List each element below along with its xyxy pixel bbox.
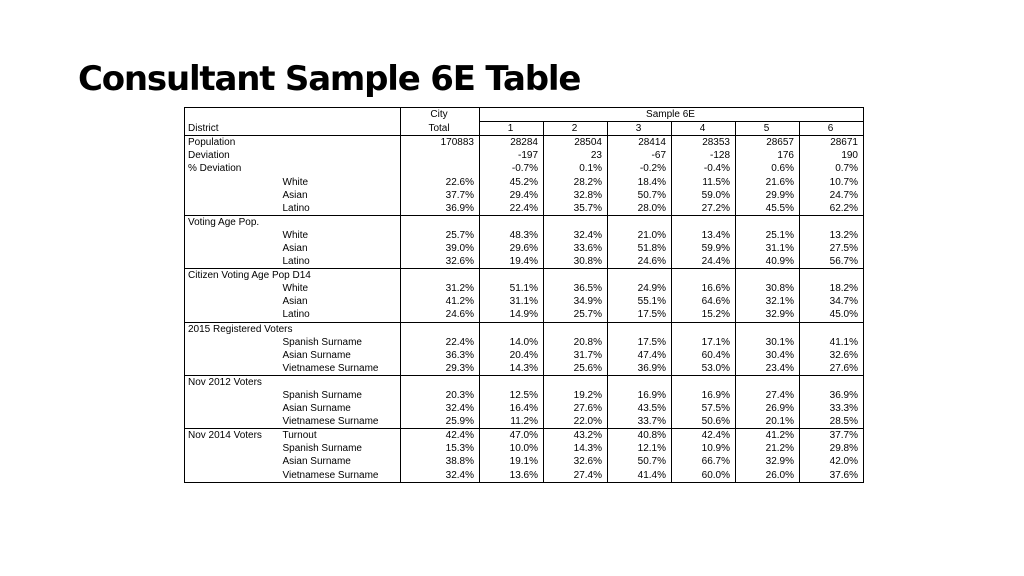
district-6-cell: 34.7% bbox=[800, 295, 864, 308]
district-5-cell: 21.6% bbox=[736, 175, 800, 188]
district-6-cell: 56.7% bbox=[800, 255, 864, 269]
district-1-cell: 45.2% bbox=[480, 175, 544, 188]
header-row-top bbox=[185, 108, 864, 122]
row-sublabel: Asian Surname bbox=[282, 456, 351, 468]
district-5-cell: 32.9% bbox=[736, 308, 800, 322]
table-row bbox=[185, 175, 864, 188]
district-5-cell: 29.9% bbox=[736, 189, 800, 202]
empty-cell bbox=[672, 375, 736, 389]
header-sample: Sample 6E bbox=[480, 108, 864, 122]
section-heading: 2015 Registered Voters bbox=[185, 322, 401, 336]
table-row bbox=[185, 336, 864, 349]
row-label bbox=[185, 229, 280, 242]
header-city-top: City bbox=[401, 108, 480, 122]
district-1-cell: -0.7% bbox=[480, 162, 544, 175]
district-1-cell: 51.1% bbox=[480, 282, 544, 295]
empty-cell bbox=[401, 215, 480, 229]
district-4-cell: 10.9% bbox=[672, 442, 736, 455]
row-sublabel: Asian bbox=[282, 189, 308, 201]
section-heading-row bbox=[185, 215, 864, 229]
district-5-cell: 30.8% bbox=[736, 282, 800, 295]
empty-cell bbox=[544, 375, 608, 389]
district-4-cell: 17.1% bbox=[672, 336, 736, 349]
district-1-cell: -197 bbox=[480, 149, 544, 162]
row-sublabel: Spanish Surname bbox=[282, 443, 362, 455]
city-total-cell: 36.9% bbox=[401, 202, 480, 216]
empty-cell bbox=[401, 269, 480, 283]
empty-cell bbox=[480, 269, 544, 283]
district-1-cell: 20.4% bbox=[480, 349, 544, 362]
empty-cell bbox=[736, 269, 800, 283]
district-4-cell: 16.9% bbox=[672, 389, 736, 402]
district-2-cell: 32.8% bbox=[544, 189, 608, 202]
city-total-cell: 32.4% bbox=[401, 402, 480, 415]
district-4-cell: 27.2% bbox=[672, 202, 736, 216]
district-2-cell: 43.2% bbox=[544, 429, 608, 443]
district-6-cell: 28671 bbox=[800, 136, 864, 150]
district-2-cell: 20.8% bbox=[544, 336, 608, 349]
district-6-cell: 37.7% bbox=[800, 429, 864, 443]
district-2-cell: 34.9% bbox=[544, 295, 608, 308]
district-2-cell: 25.6% bbox=[544, 362, 608, 376]
header-blank bbox=[185, 108, 401, 122]
table-row bbox=[185, 415, 864, 429]
row-label bbox=[185, 442, 280, 455]
empty-cell bbox=[736, 215, 800, 229]
district-2-cell: 14.3% bbox=[544, 442, 608, 455]
header-district-3: 3 bbox=[608, 122, 672, 136]
row-label bbox=[185, 389, 280, 402]
district-4-cell: 42.4% bbox=[672, 429, 736, 443]
district-5-cell: 30.4% bbox=[736, 349, 800, 362]
city-total-cell: 24.6% bbox=[401, 308, 480, 322]
row-sublabel: Turnout bbox=[280, 429, 401, 443]
row-sublabel: Spanish Surname bbox=[282, 390, 362, 402]
row-sublabel: White bbox=[282, 176, 309, 188]
district-1-cell: 29.4% bbox=[480, 189, 544, 202]
empty-cell bbox=[736, 375, 800, 389]
city-total-cell: 37.7% bbox=[401, 189, 480, 202]
district-3-cell: 55.1% bbox=[608, 295, 672, 308]
empty-cell bbox=[480, 322, 544, 336]
city-total-cell: 25.9% bbox=[401, 415, 480, 429]
district-5-cell: 28657 bbox=[736, 136, 800, 150]
section-heading-row bbox=[185, 375, 864, 389]
city-total-cell: 29.3% bbox=[401, 362, 480, 376]
city-total-cell: 41.2% bbox=[401, 295, 480, 308]
row-sublabel: Vietnamese Surname bbox=[282, 362, 379, 374]
district-2-cell: 27.4% bbox=[544, 469, 608, 483]
empty-cell bbox=[480, 375, 544, 389]
district-4-cell: 66.7% bbox=[672, 455, 736, 468]
row-label bbox=[185, 282, 280, 295]
city-total-cell: 20.3% bbox=[401, 389, 480, 402]
district-5-cell: 21.2% bbox=[736, 442, 800, 455]
district-1-cell: 31.1% bbox=[480, 295, 544, 308]
district-6-cell: 32.6% bbox=[800, 349, 864, 362]
district-2-cell: 32.4% bbox=[544, 229, 608, 242]
row-sublabel: Vietnamese Surname bbox=[282, 416, 379, 428]
district-3-cell: 41.4% bbox=[608, 469, 672, 483]
empty-cell bbox=[608, 375, 672, 389]
district-4-cell: 28353 bbox=[672, 136, 736, 150]
city-total-cell: 25.7% bbox=[401, 229, 480, 242]
district-1-cell: 14.9% bbox=[480, 308, 544, 322]
row-sublabel: Asian bbox=[282, 296, 308, 308]
district-3-cell: 51.8% bbox=[608, 242, 672, 255]
row-sublabel: White bbox=[282, 283, 309, 295]
header-district-1: 1 bbox=[480, 122, 544, 136]
city-total-cell: 39.0% bbox=[401, 242, 480, 255]
district-1-cell: 11.2% bbox=[480, 415, 544, 429]
district-5-cell: 30.1% bbox=[736, 336, 800, 349]
row-label bbox=[185, 362, 280, 376]
district-6-cell: 18.2% bbox=[800, 282, 864, 295]
district-3-cell: 50.7% bbox=[608, 455, 672, 468]
district-2-cell: 36.5% bbox=[544, 282, 608, 295]
city-total-cell: 32.4% bbox=[401, 469, 480, 483]
empty-cell bbox=[800, 269, 864, 283]
district-2-cell: 33.6% bbox=[544, 242, 608, 255]
city-total-cell: 170883 bbox=[401, 136, 480, 150]
district-3-cell: 33.7% bbox=[608, 415, 672, 429]
row-sublabel: White bbox=[282, 229, 309, 241]
district-4-cell: 15.2% bbox=[672, 308, 736, 322]
district-4-cell: -128 bbox=[672, 149, 736, 162]
city-total-cell bbox=[401, 162, 480, 175]
district-6-cell: 33.3% bbox=[800, 402, 864, 415]
district-1-cell: 47.0% bbox=[480, 429, 544, 443]
city-total-cell: 22.6% bbox=[401, 175, 480, 188]
row-sublabel: Vietnamese Surname bbox=[282, 469, 379, 481]
district-1-cell: 19.4% bbox=[480, 255, 544, 269]
district-1-cell: 14.0% bbox=[480, 336, 544, 349]
district-2-cell: 25.7% bbox=[544, 308, 608, 322]
header-district-2: 2 bbox=[544, 122, 608, 136]
district-5-cell: 23.4% bbox=[736, 362, 800, 376]
district-3-cell: 21.0% bbox=[608, 229, 672, 242]
district-3-cell: 40.8% bbox=[608, 429, 672, 443]
district-2-cell: 32.6% bbox=[544, 455, 608, 468]
district-6-cell: 41.1% bbox=[800, 336, 864, 349]
district-6-cell: 62.2% bbox=[800, 202, 864, 216]
row-label: Population bbox=[185, 136, 401, 150]
table-row bbox=[185, 469, 864, 483]
header-district-5: 5 bbox=[736, 122, 800, 136]
district-1-cell: 16.4% bbox=[480, 402, 544, 415]
district-4-cell: -0.4% bbox=[672, 162, 736, 175]
district-5-cell: 40.9% bbox=[736, 255, 800, 269]
district-1-cell: 28284 bbox=[480, 136, 544, 150]
empty-cell bbox=[480, 215, 544, 229]
district-6-cell: 45.0% bbox=[800, 308, 864, 322]
table-row bbox=[185, 136, 864, 150]
district-3-cell: 36.9% bbox=[608, 362, 672, 376]
district-4-cell: 60.0% bbox=[672, 469, 736, 483]
section-heading-row bbox=[185, 269, 864, 283]
empty-cell bbox=[544, 215, 608, 229]
row-sublabel: Spanish Surname bbox=[282, 336, 362, 348]
district-2-cell: 0.1% bbox=[544, 162, 608, 175]
district-2-cell: 31.7% bbox=[544, 349, 608, 362]
district-2-cell: 30.8% bbox=[544, 255, 608, 269]
district-5-cell: 25.1% bbox=[736, 229, 800, 242]
district-1-cell: 13.6% bbox=[480, 469, 544, 483]
empty-cell bbox=[672, 322, 736, 336]
row-label bbox=[185, 295, 280, 308]
district-6-cell: 27.5% bbox=[800, 242, 864, 255]
table-row bbox=[185, 442, 864, 455]
row-label bbox=[185, 402, 280, 415]
district-6-cell: 42.0% bbox=[800, 455, 864, 468]
row-label: % Deviation bbox=[188, 163, 242, 175]
table-row bbox=[185, 255, 864, 269]
district-6-cell: 13.2% bbox=[800, 229, 864, 242]
district-6-cell: 0.7% bbox=[800, 162, 864, 175]
district-2-cell: 19.2% bbox=[544, 389, 608, 402]
district-6-cell: 27.6% bbox=[800, 362, 864, 376]
row-sublabel: Latino bbox=[282, 202, 310, 214]
row-label bbox=[185, 349, 280, 362]
district-2-cell: 28.2% bbox=[544, 175, 608, 188]
header-district-6: 6 bbox=[800, 122, 864, 136]
district-1-cell: 22.4% bbox=[480, 202, 544, 216]
row-label bbox=[185, 189, 280, 202]
district-4-cell: 59.0% bbox=[672, 189, 736, 202]
table-row bbox=[185, 455, 864, 468]
empty-cell bbox=[672, 215, 736, 229]
empty-cell bbox=[544, 322, 608, 336]
section-heading: Voting Age Pop. bbox=[185, 215, 401, 229]
empty-cell bbox=[401, 375, 480, 389]
district-4-cell: 11.5% bbox=[672, 175, 736, 188]
district-6-cell: 37.6% bbox=[800, 469, 864, 483]
row-label bbox=[185, 175, 280, 188]
table-row bbox=[185, 282, 864, 295]
row-label bbox=[185, 336, 280, 349]
empty-cell bbox=[544, 269, 608, 283]
district-5-cell: 20.1% bbox=[736, 415, 800, 429]
district-5-cell: 41.2% bbox=[736, 429, 800, 443]
district-6-cell: 36.9% bbox=[800, 389, 864, 402]
district-3-cell: 18.4% bbox=[608, 175, 672, 188]
empty-cell bbox=[608, 322, 672, 336]
row-label bbox=[185, 455, 280, 468]
district-3-cell: 24.6% bbox=[608, 255, 672, 269]
district-4-cell: 57.5% bbox=[672, 402, 736, 415]
district-3-cell: 47.4% bbox=[608, 349, 672, 362]
row-sublabel: Asian Surname bbox=[282, 403, 351, 415]
city-total-cell bbox=[401, 149, 480, 162]
row-label bbox=[185, 469, 280, 483]
district-6-cell: 10.7% bbox=[800, 175, 864, 188]
district-5-cell: 26.0% bbox=[736, 469, 800, 483]
row-label: Nov 2014 Voters bbox=[185, 429, 280, 443]
district-4-cell: 64.6% bbox=[672, 295, 736, 308]
district-2-cell: 22.0% bbox=[544, 415, 608, 429]
empty-cell bbox=[800, 375, 864, 389]
district-1-cell: 14.3% bbox=[480, 362, 544, 376]
district-2-cell: 23 bbox=[544, 149, 608, 162]
district-5-cell: 0.6% bbox=[736, 162, 800, 175]
empty-cell bbox=[401, 322, 480, 336]
district-1-cell: 12.5% bbox=[480, 389, 544, 402]
district-3-cell: 28.0% bbox=[608, 202, 672, 216]
section-heading: Citizen Voting Age Pop D14 bbox=[185, 269, 401, 283]
row-label bbox=[185, 202, 280, 216]
table-row bbox=[185, 242, 864, 255]
district-4-cell: 59.9% bbox=[672, 242, 736, 255]
row-label: Deviation bbox=[188, 150, 230, 162]
district-4-cell: 50.6% bbox=[672, 415, 736, 429]
table-row bbox=[185, 402, 864, 415]
row-label bbox=[185, 308, 280, 322]
row-sublabel: Latino bbox=[282, 309, 310, 321]
row-label bbox=[185, 242, 280, 255]
district-4-cell: 24.4% bbox=[672, 255, 736, 269]
district-6-cell: 190 bbox=[800, 149, 864, 162]
district-5-cell: 32.1% bbox=[736, 295, 800, 308]
table-row bbox=[185, 189, 864, 202]
row-sublabel: Asian bbox=[282, 242, 308, 254]
district-4-cell: 53.0% bbox=[672, 362, 736, 376]
district-3-cell: -0.2% bbox=[608, 162, 672, 175]
city-total-cell: 38.8% bbox=[401, 455, 480, 468]
header-district: District bbox=[188, 122, 219, 134]
city-total-cell: 32.6% bbox=[401, 255, 480, 269]
header-district-4: 4 bbox=[672, 122, 736, 136]
header-row-bottom bbox=[185, 122, 864, 136]
row-label bbox=[185, 415, 280, 429]
district-1-cell: 10.0% bbox=[480, 442, 544, 455]
district-3-cell: 17.5% bbox=[608, 336, 672, 349]
district-5-cell: 27.4% bbox=[736, 389, 800, 402]
district-5-cell: 26.9% bbox=[736, 402, 800, 415]
district-2-cell: 28504 bbox=[544, 136, 608, 150]
empty-cell bbox=[672, 269, 736, 283]
table-row bbox=[185, 389, 864, 402]
district-6-cell: 29.8% bbox=[800, 442, 864, 455]
district-1-cell: 29.6% bbox=[480, 242, 544, 255]
district-3-cell: 17.5% bbox=[608, 308, 672, 322]
district-6-cell: 24.7% bbox=[800, 189, 864, 202]
district-6-cell: 28.5% bbox=[800, 415, 864, 429]
table-row bbox=[185, 229, 864, 242]
empty-cell bbox=[800, 322, 864, 336]
table-row bbox=[185, 202, 864, 216]
district-3-cell: 43.5% bbox=[608, 402, 672, 415]
table-row bbox=[185, 308, 864, 322]
table-row bbox=[185, 429, 864, 443]
city-total-cell: 22.4% bbox=[401, 336, 480, 349]
district-5-cell: 32.9% bbox=[736, 455, 800, 468]
district-3-cell: -67 bbox=[608, 149, 672, 162]
district-1-cell: 19.1% bbox=[480, 455, 544, 468]
table-body bbox=[185, 136, 864, 482]
district-1-cell: 48.3% bbox=[480, 229, 544, 242]
table-row bbox=[185, 362, 864, 376]
district-4-cell: 60.4% bbox=[672, 349, 736, 362]
district-3-cell: 24.9% bbox=[608, 282, 672, 295]
district-5-cell: 31.1% bbox=[736, 242, 800, 255]
district-3-cell: 12.1% bbox=[608, 442, 672, 455]
city-total-cell: 15.3% bbox=[401, 442, 480, 455]
district-3-cell: 28414 bbox=[608, 136, 672, 150]
district-4-cell: 16.6% bbox=[672, 282, 736, 295]
district-5-cell: 176 bbox=[736, 149, 800, 162]
table-row bbox=[185, 149, 864, 162]
district-4-cell: 13.4% bbox=[672, 229, 736, 242]
empty-cell bbox=[608, 269, 672, 283]
table-row bbox=[185, 162, 864, 175]
header-city-bottom: Total bbox=[401, 122, 480, 136]
empty-cell bbox=[736, 322, 800, 336]
row-sublabel: Asian Surname bbox=[282, 349, 351, 361]
district-3-cell: 50.7% bbox=[608, 189, 672, 202]
city-total-cell: 42.4% bbox=[401, 429, 480, 443]
section-heading-row bbox=[185, 322, 864, 336]
city-total-cell: 36.3% bbox=[401, 349, 480, 362]
district-2-cell: 35.7% bbox=[544, 202, 608, 216]
district-2-cell: 27.6% bbox=[544, 402, 608, 415]
row-label bbox=[185, 255, 280, 269]
district-3-cell: 16.9% bbox=[608, 389, 672, 402]
empty-cell bbox=[800, 215, 864, 229]
table-row bbox=[185, 295, 864, 308]
section-heading: Nov 2012 Voters bbox=[185, 375, 401, 389]
city-total-cell: 31.2% bbox=[401, 282, 480, 295]
data-table bbox=[184, 107, 864, 483]
page-title: Consultant Sample 6E Table bbox=[78, 59, 581, 99]
row-sublabel: Latino bbox=[282, 256, 310, 268]
district-5-cell: 45.5% bbox=[736, 202, 800, 216]
empty-cell bbox=[608, 215, 672, 229]
table-row bbox=[185, 349, 864, 362]
